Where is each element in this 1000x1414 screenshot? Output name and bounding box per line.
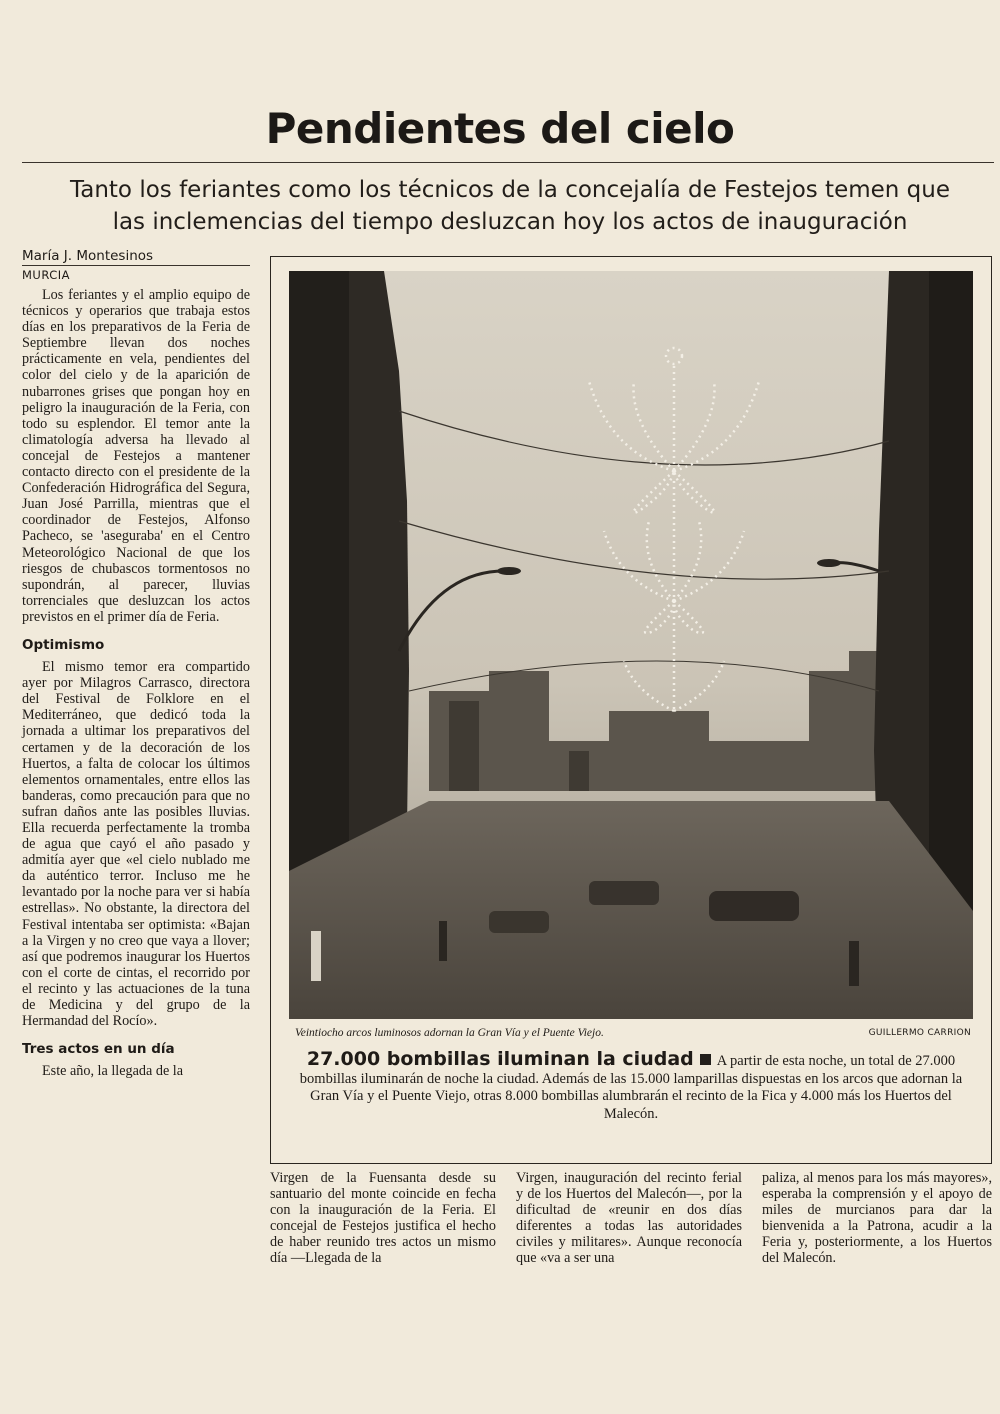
headline-rule (22, 162, 994, 163)
subheadline-line-1: Tanto los feriantes como los técnicos de la concejalía de Festejos temen que (70, 177, 950, 203)
article-column-1 (22, 287, 250, 1079)
dateline-location: MURCIA (22, 268, 71, 282)
article-column-2: Virgen de la Fuensanta desde su santuario del monte coincide en fecha con la inauguración de la Feria. El concejal de Festejos justifica el hecho de haber reunido tres actos un mismo día —Llegada de la (270, 1170, 496, 1267)
subheadline-line-2: las inclemencias del tiempo desluzcan hoy los actos de inauguración (112, 209, 908, 235)
optimismo-paragraph: El mismo temor era compartido ayer por Milagros Carrasco, directora del Festival de Folklore en el Mediterráneo, que dedicó toda la jornada a ultimar los preparativos del certamen y de la decoración de los Huertos, a falta de colocar los últimos elementos ornamentales, entre ellos las banderas, como precaución para que no sufran daños ante las posibles lluvias. Ella recuerda perfectamente la tromba de agua que cayó el año pasado y admitía ayer que «el cielo nublado me da auténtico terror. Incluso me he levantado por la noche para ver si había estrellas». No obstante, la directora del Festival intentaba ser optimista: «Bajan a la Virgen y no creo que vaya a llover; así que podremos inaugurar los Huertos con el corte de cintas, el recorrido por el recinto y las actuaciones de la tuna de Medicina y del grupo de la Hermandad del Rocío». (22, 659, 250, 1030)
square-bullet-icon (700, 1054, 711, 1065)
section-heading-tres-actos: Tres actos en un día (22, 1041, 175, 1058)
section-heading-optimismo: Optimismo (22, 636, 105, 653)
box-text: A partir de esta noche, un total de 27.000 bombillas iluminarán de noche la ciudad. Además de las 15.000 lamparillas dispuestas en los arcos que adornan la Gran Vía y el Puente Viejo, otras 8.000 bombillas alumbrarán el recinto de la Fica y 4.000 más los Huertos del Malecón. (299, 1053, 963, 1122)
sidebar-box (291, 1048, 971, 1123)
intro-paragraph: Los feriantes y el amplio equipo de técnicos y operarios que trabaja estos días en los preparativos de la Feria de Septiembre llevan dos noches prácticamente en vela, pendientes del color del cielo y de la aparición de nubarrones grises que pongan hoy en peligro la inauguración de la Feria, con todo su esplendor. El temor ante la climatología adversa ha llevado al concejal de Festejos a mantener contacto directo con el presidente de la Confederación Hidrográfica del Segura, Juan José Parrilla, mientras que el coordinador de Festejos, Alfonso Pacheco, se 'aseguraba' en el Centro Meteorológico Nacional de que los riesgos de chubascos tormentosos no supondrán, al parecer, lluvias torrenciales que desluzcan los actos previstos en el primer día de Feria. (22, 287, 250, 625)
photo-caption: Veintiocho arcos luminosos adornan la Gran Vía y el Puente Viejo. (295, 1027, 604, 1039)
byline: María J. Montesinos (22, 248, 250, 266)
tres-actos-paragraph-start: Este año, la llegada de la (42, 1063, 184, 1080)
article-column-4: paliza, al menos para los más mayores», esperaba la comprensión y el apoyo de miles de murcianos para dar la bienvenida a la Patrona, acudir a la Feria y, posteriormente, a los Huertos del Malecón. (762, 1170, 992, 1267)
street-photo (289, 271, 973, 1019)
article-column-3: Virgen, inauguración del recinto ferial y de los Huertos del Malecón—, por la dificultad de «reunir en dos días diferentes a todas las autoridades civiles y militares». Aunque reconocía que «va a ser una (516, 1170, 742, 1267)
photo-credit: GUILLERMO CARRION (868, 1028, 971, 1038)
subheadline (30, 174, 990, 238)
photo-box (270, 256, 992, 1164)
headline: Pendientes del cielo (265, 104, 735, 153)
box-title: 27.000 bombillas iluminan la ciudad (306, 1048, 694, 1070)
